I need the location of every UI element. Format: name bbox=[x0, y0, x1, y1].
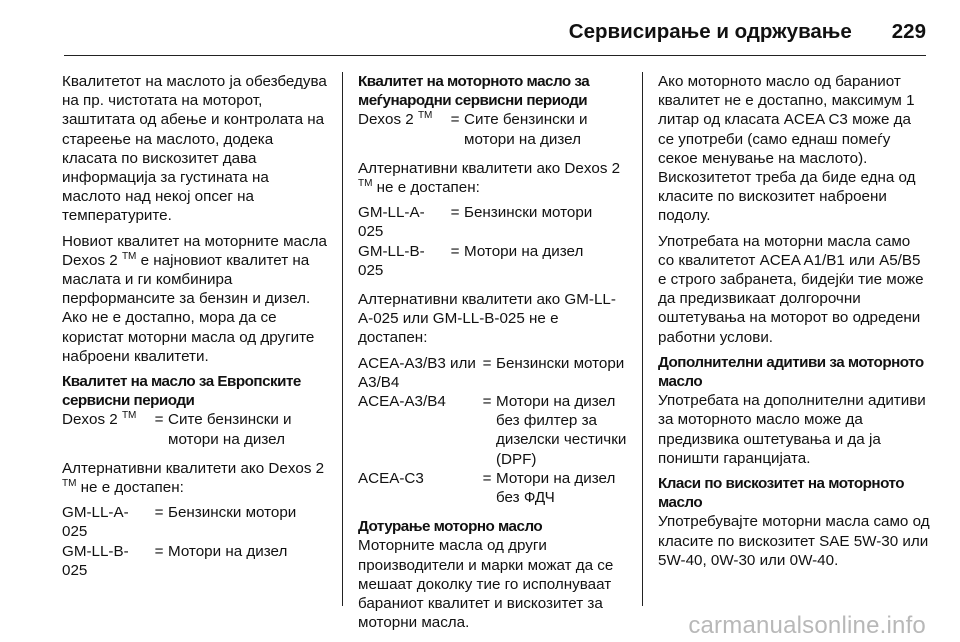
spec-row: GM-LL-A-025 = Бензински мотори bbox=[358, 204, 593, 241]
additives-heading: Дополнителни адитиви за моторното масло bbox=[658, 353, 924, 391]
prohibited-oils-paragraph: Употребата на моторни масла само со квалитетот ACEA A1/B1 или A5/B5 е строго забранета, бидејќи тие може да предизвикаат долгорочни оштетувања на моторот во одредени работни услови. bbox=[658, 232, 924, 346]
spec-row: Dexos 2 ™ = Сите бензински и мотори на дизел bbox=[62, 410, 292, 448]
watermark: carmanualsonline.info bbox=[688, 612, 926, 639]
topup-heading: Дотурање моторно масло bbox=[358, 518, 543, 536]
viscosity-heading: Класи по вискозитет на моторното масло bbox=[658, 475, 905, 512]
dexos-paragraph: Новиот квалитет на моторните масла Dexos 2 ™ е најновиот квалитет на маслата и ги комбинира перформансите за бензин и дизел. Ако не е достапно, мора да се користат моторни масла од другите наброени квалитети. bbox=[62, 232, 327, 365]
spec-row: ACEA-A3/B3 или A3/B4 = Бензински мотори bbox=[358, 354, 625, 391]
alternatives-paragraph: Алтернативни квалитети ако Dexos 2 ™ не е достапен: bbox=[358, 159, 621, 197]
oil-quality-paragraph: Квалитетот на маслото ја обезбедува на пр. чистотата на моторот, заштитата од абење и контролата на стареење на маслото, додека класата по вискозитет дава информација за густината на маслото над некој опсег на температурите. bbox=[62, 73, 327, 225]
column-3 bbox=[658, 72, 930, 576]
page-header bbox=[64, 14, 926, 50]
acea-c3-paragraph: Ако моторното масло од бараниот квалитет не е достапно, максимум 1 литар од класата ACEA C3 може да се употреби (само еднаш помеѓу секое менување на маслото). Вискозитетот треба да биде една од класите по вискозитет наброени подолу. bbox=[658, 73, 916, 225]
column-2 bbox=[358, 72, 628, 638]
viscosity-paragraph: Употребувајте моторни масла само од класите по вискозитет SAE 5W-30 или 5W-40, 0W-30 или 0W-40. bbox=[658, 513, 930, 569]
spec-row: ACEA-C3 = Мотори на дизел без ФДЧ bbox=[358, 469, 616, 507]
alternatives-paragraph: Алтернативни квалитети ако Dexos 2 ™ не е достапен: bbox=[62, 459, 325, 497]
column-1 bbox=[62, 72, 330, 590]
page-number: 229 bbox=[891, 20, 926, 43]
acea-spec-table bbox=[358, 354, 628, 508]
international-heading: Квалитет на моторното масло за меѓународни сервисни периоди bbox=[358, 73, 590, 110]
gm-alternatives-paragraph: Алтернативни квалитети ако GM-LL-A-025 или GM-LL-B-025 не е достапен: bbox=[358, 291, 616, 347]
spec-row: GM-LL-B-025 = Мотори на дизел bbox=[62, 542, 288, 579]
spec-row: GM-LL-A-025 = Бензински мотори bbox=[62, 504, 297, 541]
trademark-mark: TM bbox=[121, 250, 137, 262]
additives-paragraph: Употребата на дополнителни адитиви за моторното масло може да предизвика оштетувања и да ја поништи гаранцијата. bbox=[658, 392, 926, 467]
spec-row: GM-LL-B-025 = Мотори на дизел bbox=[358, 242, 584, 279]
dexos-spec bbox=[358, 110, 628, 148]
gm-spec-table bbox=[358, 203, 628, 280]
dexos-spec bbox=[62, 410, 330, 448]
gm-spec-table bbox=[62, 503, 330, 580]
header-divider bbox=[64, 55, 926, 56]
spec-row: Dexos 2 ™ = Сите бензински и мотори на дизел bbox=[358, 110, 588, 148]
column-divider-1 bbox=[342, 72, 343, 606]
spec-row: ACEA-A3/B4 = Мотори на дизел без филтер за дизелски честички (DPF) bbox=[358, 393, 627, 468]
page-title: Сервисирање и одржување bbox=[568, 20, 852, 43]
column-divider-2 bbox=[642, 72, 643, 606]
europe-heading: Квалитет на масло за Европските сервисни периоди bbox=[62, 373, 301, 410]
topup-paragraph: Моторните масла од други производители и марки можат да се мешаат доколку тие го исполнуваат бараниот квалитет и вискозитет за моторни масла. bbox=[358, 537, 614, 632]
